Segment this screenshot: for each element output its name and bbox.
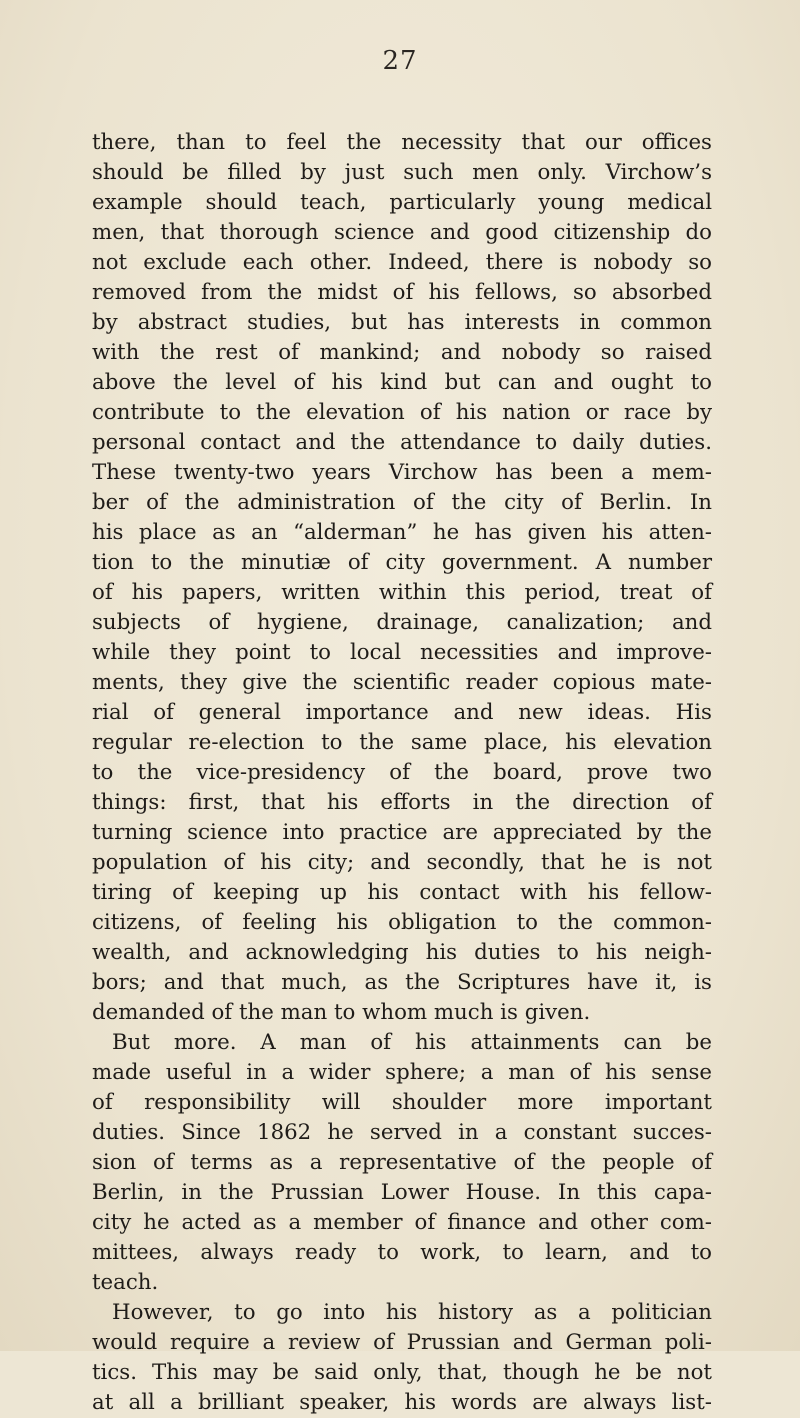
text-line: of his papers, written within this period, treat of: [92, 580, 712, 605]
text-line: duties. Since 1862 he served in a constant succes-: [92, 1120, 712, 1145]
text-line: things: first, that his efforts in the direction of: [92, 790, 712, 815]
text-line: rial of general importance and new ideas. His: [92, 700, 712, 725]
text-line: should be filled by just such men only. Virchow’s: [92, 160, 712, 185]
text-line: at all a brilliant speaker, his words are always list-: [92, 1390, 712, 1415]
text-line: But more. A man of his attainments can be: [112, 1030, 712, 1055]
text-line: regular re-election to the same place, his elevation: [92, 730, 712, 755]
text-line: subjects of hygiene, drainage, canalization; and: [92, 610, 712, 635]
text-line: demanded of the man to whom much is given.: [92, 1000, 591, 1025]
text-line: while they point to local necessities and improve-: [92, 640, 712, 665]
text-line: tion to the minutiæ of city government. A number: [92, 550, 712, 575]
text-line: of responsibility will shoulder more important: [92, 1090, 712, 1115]
text-line: population of his city; and secondly, that he is not: [92, 850, 712, 875]
text-line: However, to go into his history as a politician: [112, 1300, 712, 1325]
text-line: his place as an “alderman” he has given his atten-: [92, 520, 712, 545]
text-line: example should teach, particularly young medical: [92, 190, 712, 215]
text-line: citizens, of feeling his obligation to the common-: [92, 910, 712, 935]
text-line: removed from the midst of his fellows, so absorbed: [92, 280, 712, 305]
page-number: 27: [382, 46, 418, 76]
text-line: to the vice-presidency of the board, prove two: [92, 760, 712, 785]
text-line: bors; and that much, as the Scriptures have it, is: [92, 970, 712, 995]
text-line: above the level of his kind but can and ought to: [92, 370, 712, 395]
text-line: men, that thorough science and good citizenship do: [92, 220, 712, 245]
text-line: city he acted as a member of finance and other com-: [92, 1210, 712, 1235]
text-line: made useful in a wider sphere; a man of his sense: [92, 1060, 712, 1085]
text-line: tiring of keeping up his contact with his fellow-: [92, 880, 712, 905]
text-line: personal contact and the attendance to daily duties.: [92, 430, 712, 455]
text-line: ments, they give the scientific reader copious mate-: [92, 670, 712, 695]
text-line: with the rest of mankind; and nobody so raised: [92, 340, 712, 365]
text-line: tics. This may be said only, that, though he be not: [92, 1360, 712, 1385]
text-line: These twenty-two years Virchow has been a mem-: [92, 460, 712, 485]
text-line: by abstract studies, but has interests in common: [92, 310, 712, 335]
text-line: teach.: [92, 1270, 159, 1295]
text-line: would require a review of Prussian and German poli-: [92, 1330, 712, 1355]
text-line: ber of the administration of the city of Berlin. In: [92, 490, 712, 515]
text-line: wealth, and acknowledging his duties to his neigh-: [92, 940, 712, 965]
text-line: there, than to feel the necessity that our offices: [92, 130, 712, 155]
text-line: turning science into practice are appreciated by the: [92, 820, 712, 845]
text-line: sion of terms as a representative of the people of: [92, 1150, 712, 1175]
text-line: contribute to the elevation of his nation or race by: [92, 400, 712, 425]
text-line: Berlin, in the Prussian Lower House. In this capa-: [92, 1180, 712, 1205]
text-line: not exclude each other. Indeed, there is nobody so: [92, 250, 712, 275]
text-line: mittees, always ready to work, to learn, and to: [92, 1240, 712, 1265]
